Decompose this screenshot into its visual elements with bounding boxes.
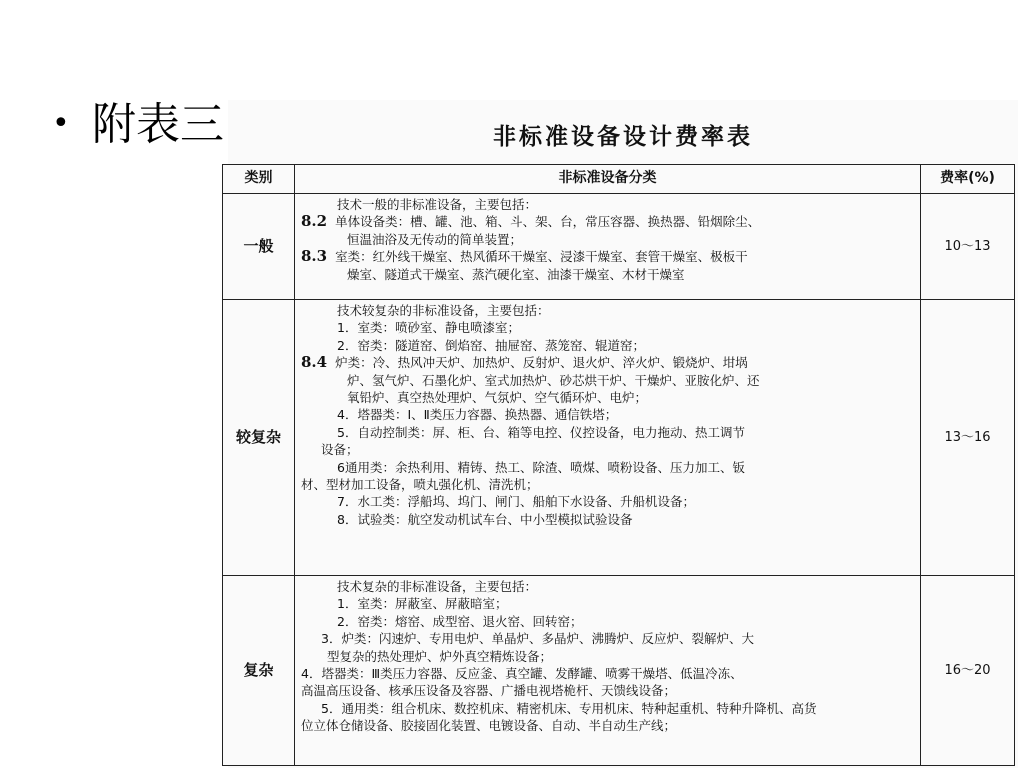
fee-rate-table xyxy=(222,164,1015,766)
bullet-icon: • xyxy=(52,106,70,141)
scanned-table-image xyxy=(228,100,1018,768)
item-text: 室类：红外线干燥室、热风循环干燥室、浸漆干燥室、套管干燥室、极板干 xyxy=(335,249,748,265)
table-title: 非标准设备设计费率表 xyxy=(493,124,753,150)
list-item xyxy=(301,248,914,265)
item-number: 8.2 xyxy=(301,213,328,231)
item-continuation: 氧铅炉、真空热处理炉、气氛炉、空气循环炉、电炉； xyxy=(347,390,648,406)
classification-cell xyxy=(295,194,921,300)
item-continuation: 位立体仓储设备、胶接固化装置、电镀设备、自动、半自动生产线； xyxy=(301,718,677,734)
category-cell: 复杂 xyxy=(223,576,295,766)
table-header-row xyxy=(223,165,1015,194)
table-row xyxy=(223,194,1015,300)
item-number: 8.4 xyxy=(301,354,328,372)
header-classification: 非标准设备分类 xyxy=(295,165,921,194)
list-item: 6通用类：余热利用、精铸、热工、除渣、喷煤、喷粉设备、压力加工、钣 xyxy=(337,459,745,475)
table-row xyxy=(223,576,1015,766)
table-row xyxy=(223,300,1015,576)
list-item xyxy=(301,213,914,230)
header-rate: 费率(%) xyxy=(921,165,1015,194)
list-item: 1．室类：屏蔽室、屏蔽暗室； xyxy=(337,596,508,612)
item-continuation: 型复杂的热处理炉、炉外真空精炼设备； xyxy=(327,648,553,664)
list-item: 5．自动控制类：屏、柜、台、箱等电控、仪控设备，电力拖动、热工调节 xyxy=(337,424,745,440)
row-intro: 技术一般的非标准设备，主要包括： xyxy=(337,197,538,212)
list-item: 8．试验类：航空发动机试车台、中小型模拟试验设备 xyxy=(337,511,633,527)
list-item: 2．窑类：隧道窑、倒焰窑、抽屉窑、蒸笼窑、辊道窑； xyxy=(337,337,645,353)
classification-cell xyxy=(295,300,921,576)
category-cell: 一般 xyxy=(223,194,295,300)
item-continuation: 炉、氢气炉、石墨化炉、室式加热炉、砂芯烘干炉、干燥炉、亚胺化炉、还 xyxy=(347,372,760,388)
list-item: 1．室类：喷砂室、静电喷漆室； xyxy=(337,320,520,336)
header-category: 类别 xyxy=(223,165,295,194)
list-item: 4．塔器类：Ⅲ类压力容器、反应釜、真空罐、发酵罐、喷雾干燥塔、低温冷冻、 xyxy=(301,666,743,682)
item-continuation: 恒温油浴及无传动的简单装置； xyxy=(347,231,523,247)
rate-cell: 13～16 xyxy=(921,300,1015,576)
heading-text: 附表三 xyxy=(92,99,224,150)
item-continuation: 材、型材加工设备，喷丸强化机、清洗机； xyxy=(301,477,539,493)
item-text: 炉类：冷、热风冲天炉、加热炉、反射炉、退火炉、淬火炉、锻烧炉、坩埚 xyxy=(335,355,748,371)
rate-cell: 10～13 xyxy=(921,194,1015,300)
list-item: 4．塔器类：Ⅰ、Ⅱ类压力容器、换热器、通信铁塔； xyxy=(337,407,618,423)
rate-cell: 16～20 xyxy=(921,576,1015,766)
list-item xyxy=(301,354,914,371)
slide-heading xyxy=(52,96,224,153)
row-intro: 技术较复杂的非标准设备，主要包括： xyxy=(337,303,550,318)
list-item: 2．窑类：熔窑、成型窑、退火窑、回转窑； xyxy=(337,613,583,629)
list-item: 3．炉类：闪速炉、专用电炉、单晶炉、多晶炉、沸腾炉、反应炉、裂解炉、大 xyxy=(321,631,754,647)
category-cell: 较复杂 xyxy=(223,300,295,576)
item-continuation: 高温高压设备、核承压设备及容器、广播电视塔桅杆、天馈线设备； xyxy=(301,683,677,699)
item-continuation: 燥室、隧道式干燥室、蒸汽硬化室、油漆干燥室、木材干燥室 xyxy=(347,266,685,282)
classification-cell xyxy=(295,576,921,766)
item-continuation: 设备； xyxy=(321,442,359,458)
item-text: 单体设备类：槽、罐、池、箱、斗、架、台，常压容器、换热器、铅烟除尘、 xyxy=(335,214,761,230)
item-number: 8.3 xyxy=(301,248,328,266)
row-intro: 技术复杂的非标准设备，主要包括： xyxy=(337,579,538,594)
list-item: 7．水工类：浮船坞、坞门、闸门、船舶下水设备、升船机设备； xyxy=(337,494,695,510)
list-item: 5．通用类：组合机床、数控机床、精密机床、专用机床、特种起重机、特种升降机、高货 xyxy=(321,700,817,716)
